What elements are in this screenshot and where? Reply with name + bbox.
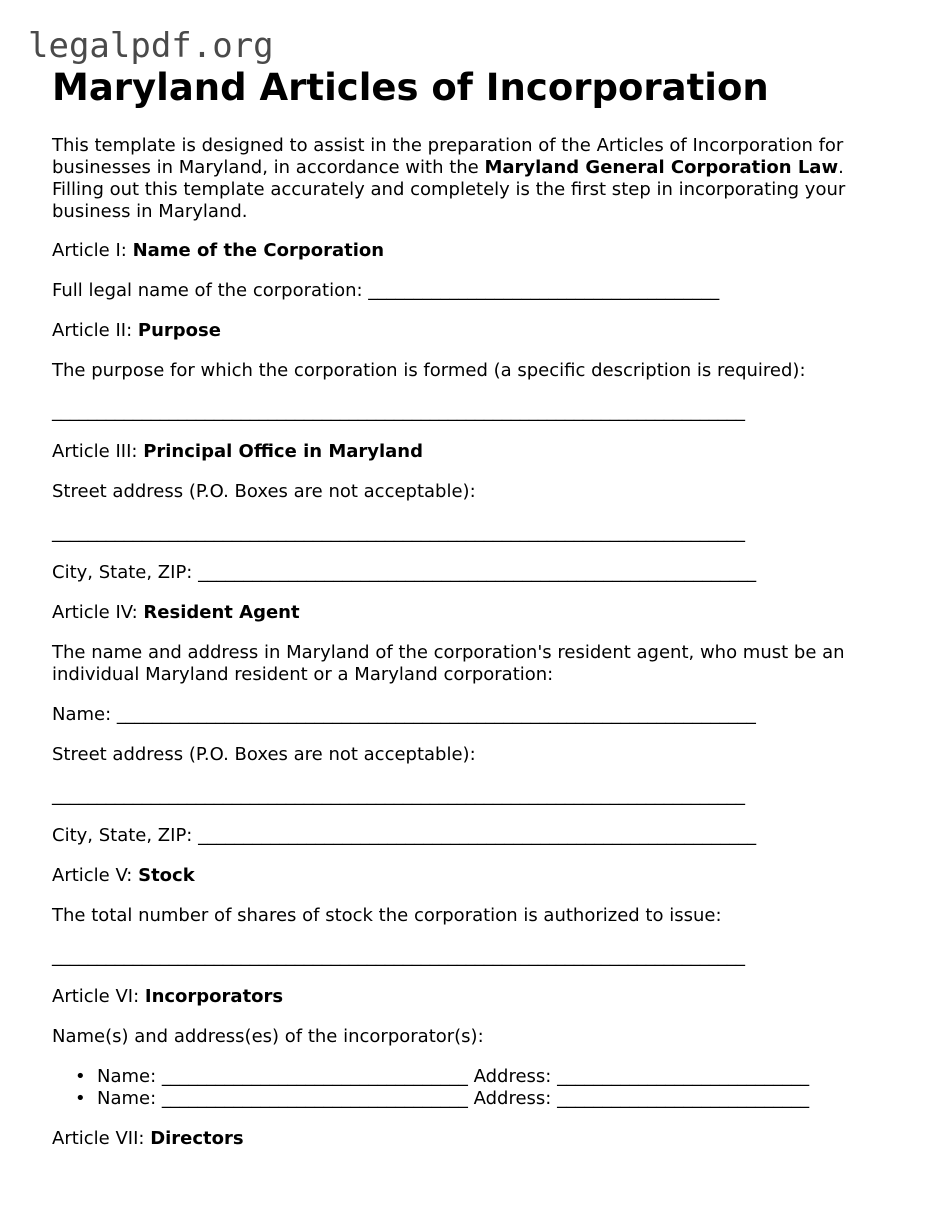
- intro-paragraph: [52, 135, 882, 223]
- article-3-heading: [52, 441, 423, 463]
- article-prefix: Article VII:: [52, 1128, 151, 1149]
- article-title: Name of the Corporation: [132, 240, 385, 261]
- article-title: Resident Agent: [143, 602, 300, 623]
- law-name: Maryland General Corporation Law: [484, 157, 839, 178]
- article-prefix: Article III:: [52, 441, 144, 462]
- article-title: Directors: [150, 1128, 244, 1149]
- agent-description: The name and address in Maryland of the corporation's resident agent, who must be an individual Maryland resident or a Maryland corporation:: [52, 642, 845, 685]
- article-1-heading: [52, 240, 384, 262]
- stock-field[interactable]: _____________________________________________________________________________: [52, 946, 745, 967]
- purpose-label: The purpose for which the corporation is formed (a specific description is required):: [52, 360, 806, 381]
- stock-label: The total number of shares of stock the corporation is authorized to issue:: [52, 905, 722, 926]
- agent-street-label: Street address (P.O. Boxes are not acceptable):: [52, 744, 476, 765]
- corporation-name-field[interactable]: Full legal name of the corporation: _______________________________________: [52, 280, 720, 301]
- article-title: Purpose: [137, 320, 221, 341]
- article-7-heading: [52, 1128, 244, 1150]
- office-street-field[interactable]: _____________________________________________________________________________: [52, 522, 745, 543]
- office-street-label: Street address (P.O. Boxes are not acceptable):: [52, 481, 476, 502]
- article-prefix: Article VI:: [52, 986, 145, 1007]
- article-title: Principal Office in Maryland: [143, 441, 424, 462]
- agent-street-field[interactable]: _____________________________________________________________________________: [52, 785, 745, 806]
- purpose-field[interactable]: _____________________________________________________________________________: [52, 401, 745, 422]
- page-title: Maryland Articles of Incorporation: [52, 66, 769, 109]
- article-prefix: Article II:: [52, 320, 138, 341]
- article-6-heading: [52, 986, 283, 1008]
- intro-text-end: . Filling out this template accurately and completely is the first step in incorporating your business in Maryland.: [52, 157, 846, 222]
- agent-name-field[interactable]: Name: _______________________________________________________________________: [52, 704, 756, 725]
- office-city-field[interactable]: City, State, ZIP: ______________________________________________________________: [52, 562, 757, 583]
- article-title: Incorporators: [144, 986, 284, 1007]
- incorporator-field[interactable]: • Name: __________________________________ Address: ____________________________: [52, 1088, 809, 1110]
- watermark-logo: legalpdf.org: [28, 26, 274, 66]
- article-prefix: Article IV:: [52, 602, 144, 623]
- intro-text-start: This template is designed to assist in the preparation of the Articles of Incorporation for businesses in Maryland, in accordance with the: [52, 135, 844, 178]
- article-4-heading: [52, 602, 300, 624]
- article-title: Stock: [138, 865, 195, 886]
- article-prefix: Article I:: [52, 240, 133, 261]
- incorporators-list: [52, 1066, 809, 1110]
- article-2-heading: [52, 320, 221, 342]
- article-prefix: Article V:: [52, 865, 139, 886]
- agent-city-field[interactable]: City, State, ZIP: ______________________________________________________________: [52, 825, 757, 846]
- incorporators-label: Name(s) and address(es) of the incorporator(s):: [52, 1026, 484, 1047]
- incorporator-field[interactable]: • Name: __________________________________ Address: ____________________________: [52, 1066, 809, 1088]
- article-5-heading: [52, 865, 195, 887]
